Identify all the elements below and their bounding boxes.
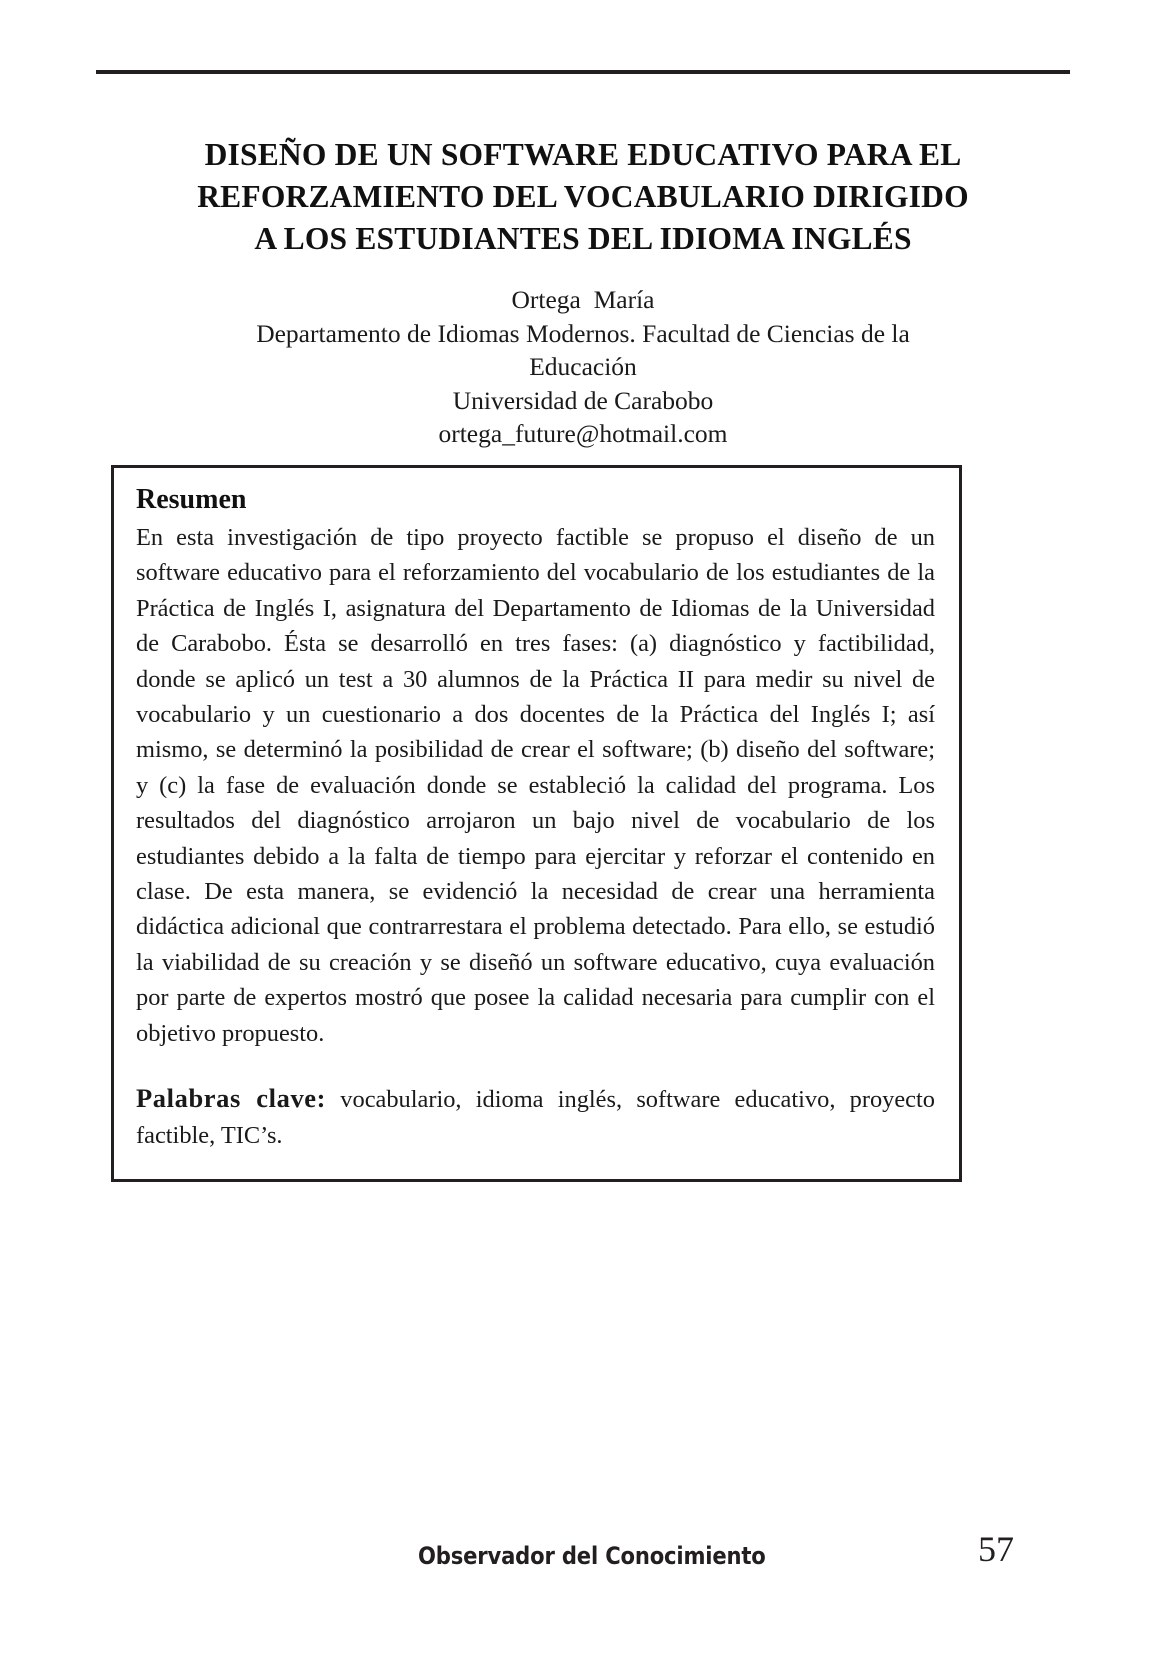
affiliation-faculty: Educación xyxy=(529,352,637,381)
author-name: Ortega María xyxy=(511,285,655,314)
keywords-paragraph xyxy=(136,1081,935,1153)
affiliation-department: Departamento de Idiomas Modernos. Facultad de Ciencias de la xyxy=(256,318,910,348)
author-affiliation-block xyxy=(113,283,1053,451)
author-email: ortega_future@hotmail.com xyxy=(438,419,728,448)
affiliation-university: Universidad de Carabobo xyxy=(452,385,714,415)
title-line-3: A LOS ESTUDIANTES DEL IDIOMA INGLÉS xyxy=(254,221,912,256)
keywords-list: vocabulario, idioma inglés, software educativo, proyecto factible, TIC’s. xyxy=(136,1086,935,1149)
title-line-2: REFORZAMIENTO DEL VOCABULARIO DIRIGIDO xyxy=(197,179,969,214)
footer-page-number: 57 xyxy=(978,1529,1014,1569)
page-title xyxy=(113,134,1053,260)
abstract-heading: Resumen xyxy=(136,484,247,515)
footer-journal-name: Observador del Conocimiento xyxy=(418,1542,766,1570)
abstract-box xyxy=(111,465,962,1182)
keywords-label: Palabras clave: xyxy=(136,1083,327,1114)
header-rule xyxy=(96,70,1070,74)
title-line-1: DISEÑO DE UN SOFTWARE EDUCATIVO PARA EL xyxy=(204,137,962,172)
abstract-body: En esta investigación de tipo proyecto factible se propuso el diseño de un software educativo para el reforzamiento del vocabulario de los estudiantes de la Práctica de Inglés I, asignatura del Departamento de Idiomas de la Universidad de Carabobo. Ésta se desarrolló en tres fases: (a) diagnóstico y factibilidad, donde se aplicó un test a 30 alumnos de la Práctica II para medir su nivel de vocabulario y un cuestionario a dos docentes de la Práctica del Inglés I; así mismo, se determinó la posibilidad de crear el software; (b) diseño del software; y (c) la fase de evaluación donde se estableció la calidad del programa. Los resultados del diagnóstico arrojaron un bajo nivel de vocabulario de los estudiantes debido a la falta de tiempo para ejercitar y reforzar el contenido en clase. De esta manera, se evidenció la necesidad de crear una herramienta didáctica adicional que contrarrestara el problema detectado. Para ello, se estudió la viabilidad de su creación y se diseñó un software educativo, cuya evaluación por parte de expertos mostró que posee la calidad necesaria para cumplir con el objetivo propuesto. xyxy=(136,524,935,1047)
